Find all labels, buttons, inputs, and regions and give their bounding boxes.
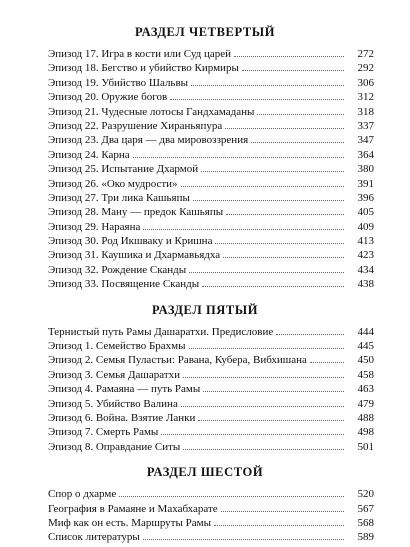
page-number: 438: [357, 278, 374, 291]
toc-entry: [48, 502, 374, 516]
entry-title: Эпизод 21. Чудесные лотосы Гандхамаданы: [48, 105, 255, 118]
page-number: 409: [357, 220, 374, 233]
toc-entry: [48, 397, 374, 411]
toc-entry: [48, 191, 374, 205]
page-number: 347: [357, 134, 374, 147]
toc-entry: [48, 425, 374, 439]
toc-entry: [48, 133, 374, 147]
dot-leader: [143, 538, 344, 540]
entry-title: Миф как он есть. Маршруты Рамы: [48, 516, 211, 529]
dot-leader: [119, 495, 344, 497]
entry-title: Эпизод 6. Война. Взятие Ланки: [48, 411, 196, 424]
entry-title: Эпизод 30. Род Икшваку и Кришна: [48, 235, 213, 248]
entry-title: Список литературы: [48, 531, 140, 544]
toc-entry: [48, 162, 374, 176]
page-number: 318: [357, 105, 374, 118]
page-number: 312: [357, 91, 374, 104]
page-number: 396: [357, 191, 374, 204]
dot-leader: [276, 333, 344, 335]
dot-leader: [221, 510, 344, 512]
page-number: 488: [357, 411, 374, 424]
entry-title: Эпизод 1. Семейство Брахмы: [48, 340, 186, 353]
dot-leader: [189, 347, 344, 349]
entry-title: Эпизод 22. Разрушение Хираньяпура: [48, 119, 223, 132]
dot-leader: [143, 228, 344, 230]
dot-leader: [181, 185, 344, 187]
toc-entry: [48, 440, 374, 454]
toc-entry: [48, 325, 374, 339]
toc-entry: [48, 177, 374, 191]
entry-title: Эпизод 24. Карна: [48, 148, 130, 161]
toc-entry: [48, 248, 374, 262]
page-number: 423: [357, 249, 374, 262]
entry-title: Эпизод 20. Оружие богов: [48, 91, 168, 104]
entry-title: География в Рамаяне и Махабхарате: [48, 502, 218, 515]
dot-leader: [310, 361, 344, 363]
section-title: РАЗДЕЛ ШЕСТОЙ: [146, 465, 264, 480]
page-number: 501: [357, 440, 374, 453]
dot-leader: [215, 242, 344, 244]
page-number: 434: [357, 263, 374, 276]
toc-entry: [48, 76, 374, 90]
toc-entry: [48, 277, 374, 291]
dot-leader: [202, 285, 344, 287]
entry-title: Эпизод 19. Убийство Шальвы: [48, 76, 189, 89]
dot-leader: [170, 98, 344, 100]
page-number: 444: [357, 325, 374, 338]
toc-entry: [48, 530, 374, 544]
toc-entry: [48, 382, 374, 396]
dot-leader: [234, 55, 344, 57]
entry-title: Эпизод 28. Ману — предок Кашьяпы: [48, 206, 224, 219]
toc-entry: [48, 487, 374, 501]
toc-entry: [48, 411, 374, 425]
dot-leader: [191, 84, 344, 86]
dot-leader: [201, 170, 344, 172]
page-number: 520: [357, 488, 374, 501]
toc-entry: [48, 119, 374, 133]
toc-list: [0, 487, 410, 545]
section-6: [0, 464, 410, 545]
dot-leader: [226, 213, 344, 215]
page-number: 589: [357, 531, 374, 544]
page-number: 463: [357, 383, 374, 396]
dot-leader: [203, 390, 344, 392]
dot-leader: [257, 113, 344, 115]
page-number: 568: [357, 516, 374, 529]
page-number: 445: [357, 340, 374, 353]
entry-title: Эпизод 3. Семья Дашаратхи: [48, 368, 181, 381]
toc-entry: [48, 220, 374, 234]
toc-entry: [48, 148, 374, 162]
dot-leader: [251, 141, 344, 143]
entry-title: Эпизод 26. «Око мудрости»: [48, 177, 178, 190]
page-number: 364: [357, 148, 374, 161]
toc-entry: [48, 90, 374, 104]
toc-entry: [48, 263, 374, 277]
entry-title: Эпизод 25. Испытание Дхармой: [48, 163, 199, 176]
entry-title: Эпизод 18. Бегство и убийство Кирмиры: [48, 62, 239, 75]
dot-leader: [161, 433, 344, 435]
page-number: 306: [357, 76, 374, 89]
dot-leader: [242, 69, 344, 71]
entry-title: Эпизод 8. Оправдание Ситы: [48, 440, 181, 453]
page-number: 272: [357, 48, 374, 60]
entry-title: Эпизод 17. Игра в кости или Суд царей: [48, 48, 232, 60]
dot-leader: [181, 405, 344, 407]
section-title: РАЗДЕЛ ЧЕТВЕРТЫЙ: [134, 25, 276, 39]
toc-entry: [48, 368, 374, 382]
toc-list: [0, 325, 410, 455]
entry-title: Эпизод 7. Смерть Рамы: [48, 426, 159, 439]
dot-leader: [198, 419, 344, 421]
entry-title: Эпизод 29. Нараяна: [48, 220, 141, 233]
page-number: 479: [357, 397, 374, 410]
dot-leader: [189, 271, 344, 273]
dot-leader: [133, 156, 344, 158]
toc-entry: [48, 516, 374, 530]
page-number: 405: [357, 206, 374, 219]
entry-title: Эпизод 27. Три лика Кашьяпы: [48, 191, 190, 204]
entry-title: Эпизод 31. Каушика и Дхармавьядха: [48, 249, 221, 262]
entry-title: Эпизод 2. Семья Пуластьи: Равана, Кубера, Вибхишана: [48, 354, 307, 367]
page-number: 567: [357, 502, 374, 515]
toc-entry: [48, 339, 374, 353]
page-number: 498: [357, 426, 374, 439]
entry-title: Эпизод 32. Рождение Сканды: [48, 263, 187, 276]
toc-entry: [48, 353, 374, 367]
page-number: 292: [357, 62, 374, 75]
entry-title: Эпизод 5. Убийство Валина: [48, 397, 178, 410]
dot-leader: [183, 448, 344, 450]
section-4: [0, 24, 410, 292]
entry-title: Эпизод 4. Рамаяна — путь Рамы: [48, 383, 201, 396]
page-number: 458: [357, 368, 374, 381]
dot-leader: [193, 199, 344, 201]
page-number: 380: [357, 163, 374, 176]
section-title: РАЗДЕЛ ПЯТЫЙ: [151, 302, 259, 317]
page-number: 391: [357, 177, 374, 190]
dot-leader: [183, 376, 344, 378]
page-number: 413: [357, 235, 374, 248]
toc-entry: [48, 205, 374, 219]
dot-leader: [214, 524, 344, 526]
dot-leader: [225, 127, 344, 129]
entry-title: Спор о дхарме: [48, 488, 117, 501]
toc-entry: [48, 61, 374, 75]
dot-leader: [223, 256, 344, 258]
toc-entry: [48, 47, 374, 61]
entry-title: Эпизод 33. Посвящение Сканды: [48, 278, 200, 291]
entry-title: Эпизод 23. Два царя — два мировоззрения: [48, 134, 249, 147]
page-number: 450: [357, 354, 374, 367]
toc-list: [0, 47, 410, 292]
entry-title: Тернистый путь Рамы Дашаратхи. Предисловие: [48, 325, 274, 338]
section-5: [0, 302, 410, 455]
toc-entry: [48, 234, 374, 248]
toc-entry: [48, 105, 374, 119]
page-number: 337: [357, 119, 374, 132]
